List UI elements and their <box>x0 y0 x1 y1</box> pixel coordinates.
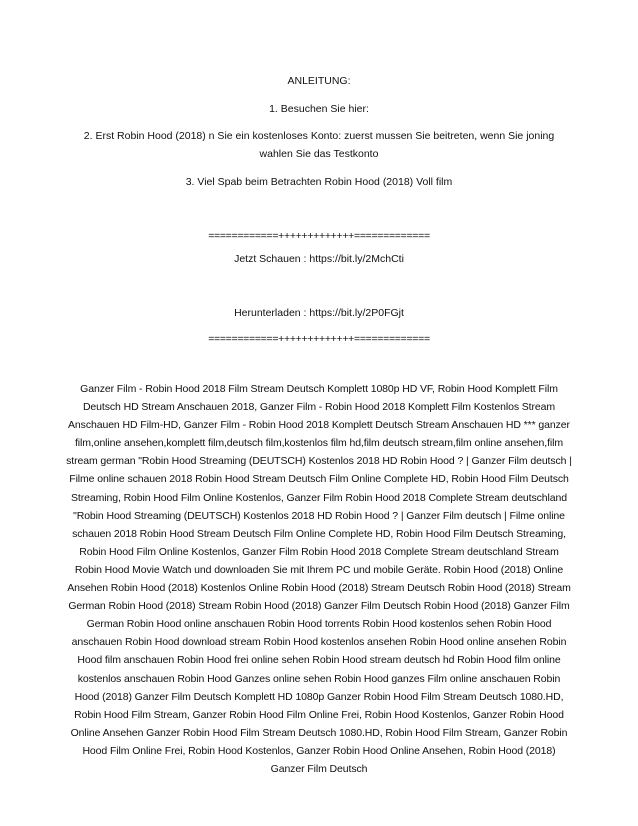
separator-top: ============+++++++++++++============= <box>208 230 430 242</box>
page-heading: ANLEITUNG: <box>287 75 351 87</box>
download-link-line[interactable]: Herunterladen : https://bit.ly/2P0FGjt <box>234 307 404 319</box>
instruction-step-3: 3. Viel Spab beim Betrachten Robin Hood (2018) Voll film <box>185 176 453 188</box>
instruction-step-1: 1. Besuchen Sie hier: <box>269 103 369 115</box>
watch-link-line[interactable]: Jetzt Schauen : https://bit.ly/2MchCti <box>234 253 404 265</box>
body-paragraph: Ganzer Film - Robin Hood 2018 Film Stream Deutsch Komplett 1080p HD VF, Robin Hood Komplett Film Deutsch HD Stream Anschauen 2018, Ganzer Film - Robin Hood 2018 Komplett Film Kostenlos Stream Anschauen HD Film-HD, Ganzer Film - Robin Hood 2018 Komplett Deutsch Stream Anschauen HD *** ganzer film,online ansehen,komplett film,deutsch film,kostenlos film hd,film deutsch stream,film online ansehen,film stream german "Robin Hood Streaming (DEUTSCH) Kostenlos 2018 HD Robin Hood ? | Ganzer Film deutsch | Filme online schauen 2018 Robin Hood Stream Deutsch Film Online Complete HD, Robin Hood Film Deutsch Streaming, Robin Hood Film Online Kostenlos, Ganzer Film Robin Hood 2018 Complete Stream deutschland "Robin Hood Streaming (DEUTSCH) Kostenlos 2018 HD Robin Hood ? | Ganzer Film deutsch | Filme online schauen 2018 Robin Hood Stream Deutsch Film Online Complete HD, Robin Hood Film Deutsch Streaming, Robin Hood Film Online Kostenlos, Ganzer Film Robin Hood 2018 Complete Stream deutschland Stream Robin Hood Movie Watch und downloaden Sie mit Ihrem PC und mobile Geräte. Robin Hood (2018) Online Ansehen Robin Hood (2018) Kostenlos Online Robin Hood (2018) Stream Deutsch Robin Hood (2018) Stream German Robin Hood (2018) Stream Robin Hood (2018) Ganzer Film Deutsch Robin Hood (2018) Ganzer Film German Robin Hood online anschauen Robin Hood torrents Robin Hood kostenlos sehen Robin Hood anschauen Robin Hood download stream Robin Hood kostenlos ansehen Robin Hood online ansehen Robin Hood film anschauen Robin Hood frei online sehen Robin Hood stream deutsch hd Robin Hood film online kostenlos anschauen Robin Hood Ganzes online sehen Robin Hood ganzes Film online anschauen Robin Hood (2018) Ganzer Film Deutsch Komplett HD 1080p Ganzer Robin Hood Film Stream Deutsch 1080.HD, Robin Hood Film Stream, Ganzer Robin Hood Film Online Frei, Robin Hood Kostenlos, Ganzer Robin Hood Online Ansehen Ganzer Robin Hood Film Stream Deutsch 1080.HD, Robin Hood Film Stream, Ganzer Robin Hood Film Online Frei, Robin Hood Kostenlos, Ganzer Robin Hood Online Ansehen, Robin Hood (2018) Ganzer Film Deutsch <box>66 383 572 775</box>
separator-bottom: ============+++++++++++++============= <box>208 333 430 345</box>
instruction-step-2: 2. Erst Robin Hood (2018) n Sie ein kostenloses Konto: zuerst mussen Sie beitreten, wenn Sie joning wahlen Sie das Testkonto <box>83 130 555 160</box>
